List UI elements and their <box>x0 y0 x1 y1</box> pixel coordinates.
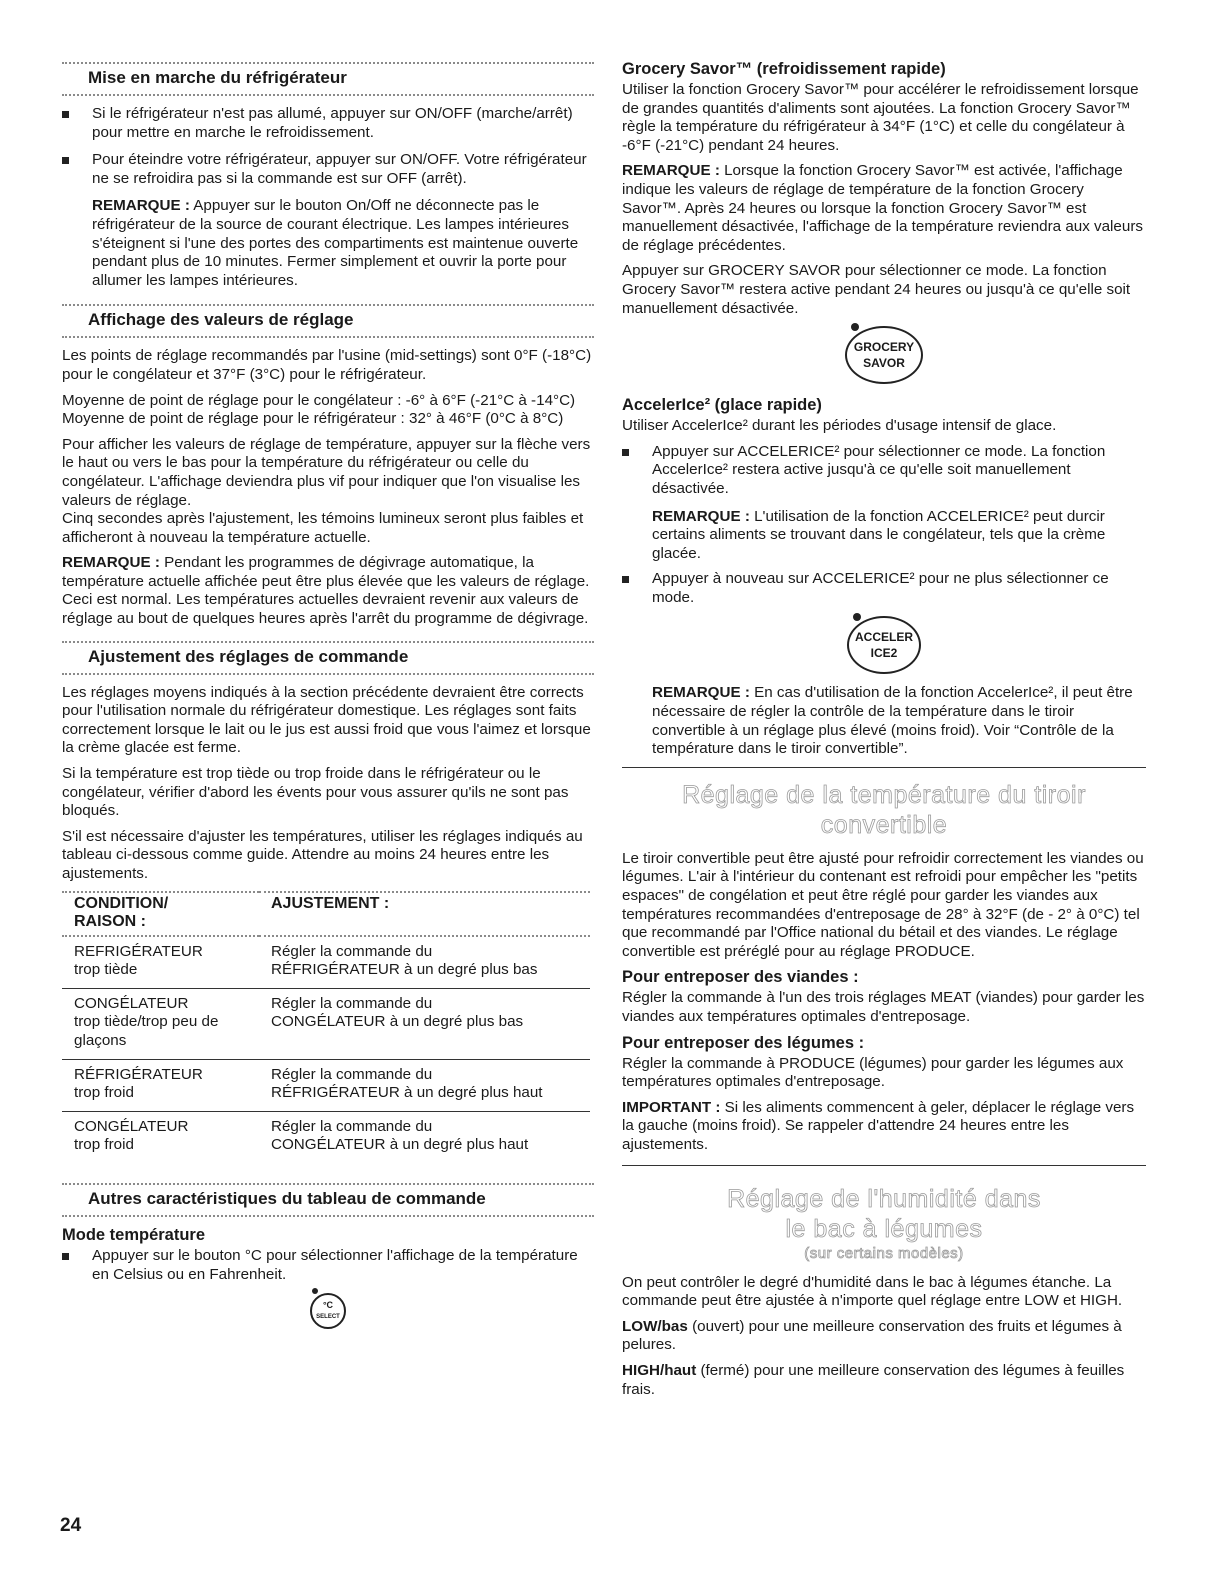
paragraph: Les points de réglage recommandés par l'usine (mid-settings) sont 0°F (-18°C) pour le congélateur et 37°F (3°C) pour le réfrigérateur. <box>62 347 592 383</box>
subsection-title: Mode température <box>62 1225 206 1244</box>
section-title: Ajustement des réglages de commande <box>88 646 409 666</box>
table-header: AJUSTEMENT : <box>271 894 390 912</box>
paragraph: Régler la commande à l'un des trois réglages MEAT (viandes) pour garder les viandes aux températures optimales d'entreposage. <box>622 989 1145 1025</box>
paragraph: Appuyer sur GROCERY SAVOR pour sélectionner ce mode. La fonction Grocery Savor™ restera active pendant 24 heures ou jusqu'à ce qu'elle soit manuellement désactivée. <box>622 262 1131 317</box>
divider <box>622 767 1146 768</box>
table-header: CONDITION/ RAISON : <box>74 894 169 930</box>
page-number: 24 <box>60 1515 82 1536</box>
section-header <box>62 1183 594 1217</box>
list-item: Appuyer à nouveau sur ACCELERICE² pour ne plus sélectionner ce mode. <box>622 570 1146 607</box>
subsection-title: Pour entreposer des viandes : <box>622 968 859 987</box>
paragraph: S'il est nécessaire d'ajuster les températures, utiliser les réglages indiqués au tableau ci-dessous comme guide. Attendre au moins 24 heures entre les ajustements. <box>62 827 583 882</box>
adjustment-cell: Régler la commande du CONGÉLATEUR à un degré plus bas <box>271 994 524 1031</box>
right-column <box>622 58 1146 1406</box>
list-item: Si le réfrigérateur n'est pas allumé, appuyer sur ON/OFF (marche/arrêt) pour mettre en marche le refroidissement. <box>62 105 594 142</box>
table-row <box>62 988 590 1059</box>
adjustment-cell: Régler la commande du RÉFRIGÉRATEUR à un degré plus haut <box>271 1065 543 1102</box>
celsius-select-button-icon: °C SELECT <box>62 1293 594 1329</box>
humidity-title-block <box>622 1184 1146 1264</box>
adjustment-table <box>62 891 590 1163</box>
bullet-list <box>622 570 1146 607</box>
paragraph: Utiliser la fonction Grocery Savor™ pour accélérer le refroidissement lorsque de grandes quantités d'aliments sont ajoutées. La fonction Grocery Savor™ règle la température du réfrigérateur à 34°F (1°C) et celle du congélateur à -6°F (-21°C) pendant 24 heures. <box>622 81 1139 154</box>
bullet-list <box>62 1247 594 1284</box>
paragraph: Cinq secondes après l'ajustement, les témoins lumineux seront plus faibles et afficheront à nouveau la température actuelle. <box>62 510 584 546</box>
section-subtitle-outline: (sur certains modèles) <box>804 1244 964 1262</box>
list-item: Pour éteindre votre réfrigérateur, appuyer sur ON/OFF. Votre réfrigérateur ne se refroidira pas si la commande est sur OFF (arrêt). <box>62 151 594 188</box>
paragraph: On peut contrôler le degré d'humidité dans le bac à légumes étanche. La commande peut être ajustée à n'importe quel réglage entre LOW et HIGH. <box>622 1273 1123 1310</box>
note: REMARQUE : En cas d'utilisation de la fonction AccelerIce², il peut être nécessaire de régler la contrôle de la température dans le tiroir convertible à un réglage plus élevé (moins froid). Voir “Contrôle de la température dans le tiroir convertible”. <box>652 684 1133 758</box>
paragraph: Pour afficher les valeurs de réglage de température, appuyer sur la flèche vers le haut ou vers le bas pour la température du réfrigérateur ou celle du congélateur. L'affichage deviendra plus vif pour indiquer que l'on visualise les valeurs de réglage. <box>62 435 591 509</box>
section-header <box>62 304 594 338</box>
note: REMARQUE : Lorsque la fonction Grocery Savor™ est activée, l'affichage indique les valeurs de réglage de température de la fonction Grocery Savor™. Après 24 heures ou lorsque la fonction Grocery Savor™ est manuellement désactivée, l'affichage de la température reviendra aux valeurs de réglage précédentes. <box>622 162 1143 254</box>
paragraph: Moyenne de point de réglage pour le congélateur : -6° à 6°F (-21°C à -14°C) <box>62 391 576 409</box>
bullet-icon <box>622 576 629 583</box>
section-title-outline: le bac à légumes <box>785 1214 983 1243</box>
bullet-icon <box>622 449 629 456</box>
important-note: IMPORTANT : Si les aliments commencent à geler, déplacer le réglage vers la gauche (moins froid). Se rappeler d'attendre 24 heures entre les ajustements. <box>622 1098 1135 1153</box>
section-title: Grocery Savor™ (refroidissement rapide) <box>622 60 946 78</box>
section-title: AccelerIce² (glace rapide) <box>622 396 822 415</box>
accelerice-button-icon: ACCELER ICE2 <box>622 616 1146 674</box>
paragraph: HIGH/haut (fermé) pour une meilleure conservation des légumes à feuilles frais. <box>622 1361 1125 1398</box>
condition-cell: CONGÉLATEUR trop froid <box>74 1117 189 1154</box>
subsection-title: Pour entreposer des légumes : <box>622 1033 865 1052</box>
condition-cell: CONGÉLATEUR trop tiède/trop peu de glaçons <box>74 994 219 1049</box>
bullet-icon <box>62 1253 69 1260</box>
section-title: Mise en marche du réfrigérateur <box>88 68 347 87</box>
left-column <box>62 58 594 1341</box>
table-row <box>62 1059 590 1111</box>
paragraph: Le tiroir convertible peut être ajusté pour refroidir correctement les viandes ou légumes. L'air à l'intérieur du contenant est refroidi pour empêcher les "petits espaces" de congélation et peut être réglé pour garder les viandes aux températures recommandées d'entreposage de 28° à 32°F (de - 2° à 0°C) tel que recommandé par l'Office national du bétail et des viandes. Le réglage convertible est préréglé pour au réglage PRODUCE. <box>622 849 1144 960</box>
section-header <box>62 62 594 96</box>
bullet-list <box>62 105 594 188</box>
paragraph: Moyenne de point de réglage pour le réfrigérateur : 32° à 46°F (0°C à 8°C) <box>62 410 564 428</box>
table-row <box>62 1111 590 1163</box>
note: REMARQUE : Appuyer sur le bouton On/Off ne déconnecte pas le réfrigérateur de la source de courant électrique. Les lampes intérieures s'éteignent si l'une des portes des compartiments est maintenue ouverte pendant plus de 10 minutes. Fermer simplement et ouvrir la porte pour allumer les lampes intérieures. <box>92 197 579 289</box>
paragraph: LOW/bas (ouvert) pour une meilleure conservation des fruits et légumes à pelures. <box>622 1317 1122 1354</box>
section-header <box>62 641 594 675</box>
paragraph: Régler la commande à PRODUCE (légumes) pour garder les légumes aux températures optimales d'entreposage. <box>622 1054 1124 1091</box>
bullet-icon <box>62 157 69 164</box>
paragraph: Utiliser AccelerIce² durant les périodes d'usage intensif de glace. <box>622 417 1057 435</box>
adjustment-cell: Régler la commande du RÉFRIGÉRATEUR à un degré plus bas <box>271 942 538 979</box>
note: REMARQUE : Pendant les programmes de dégivrage automatique, la température actuelle affichée peut être plus élevée que les valeurs de réglage. Ceci est normal. Les températures actuelles devraient revenir aux valeurs de réglage au bout de quelques heures après l'arrêt du programme de dégivrage. <box>62 554 590 628</box>
note: REMARQUE : L'utilisation de la fonction ACCELERICE² peut durcir certains aliments se trouvant dans le congélateur, tels que la crème glacée. <box>652 507 1106 562</box>
paragraph: Les réglages moyens indiqués à la section précédente devraient être corrects pour l'utilisation normale du réfrigérateur domestique. Les réglages sont faits correctement lorsque le lait ou le jus est aussi froid que vous l'aimez et lorsque la crème glacée est ferme. <box>62 683 591 757</box>
paragraph: Si la température est trop tiède ou trop froide dans le réfrigérateur ou le congélateur, vérifier d'abord les évents pour vous assurer qu'ils ne sont pas bloqués. <box>62 765 569 820</box>
section-title: Autres caractéristiques du tableau de commande <box>88 1188 486 1208</box>
section-title-outline: Réglage de l'humidité dans <box>727 1184 1041 1213</box>
section-title: Affichage des valeurs de réglage <box>88 310 354 330</box>
grocery-savor-button-icon: GROCERY SAVOR <box>622 326 1146 384</box>
condition-cell: RÉFRIGÉRATEUR trop froid <box>74 1065 203 1102</box>
list-item: Appuyer sur ACCELERICE² pour sélectionner ce mode. La fonction AccelerIce² restera active jusqu'à ce qu'elle soit manuellement désactivée. <box>622 443 1146 499</box>
adjustment-cell: Régler la commande du CONGÉLATEUR à un degré plus haut <box>271 1117 529 1154</box>
table-row <box>62 936 590 989</box>
condition-cell: REFRIGÉRATEUR trop tiède <box>74 942 203 979</box>
bullet-icon <box>62 111 69 118</box>
bullet-list <box>622 443 1146 499</box>
list-item: Appuyer sur le bouton °C pour sélectionner l'affichage de la température en Celsius ou en Fahrenheit. <box>62 1247 594 1284</box>
divider <box>622 1165 1146 1166</box>
section-title-outline: Réglage de la température du tiroir convertible <box>682 780 1086 839</box>
